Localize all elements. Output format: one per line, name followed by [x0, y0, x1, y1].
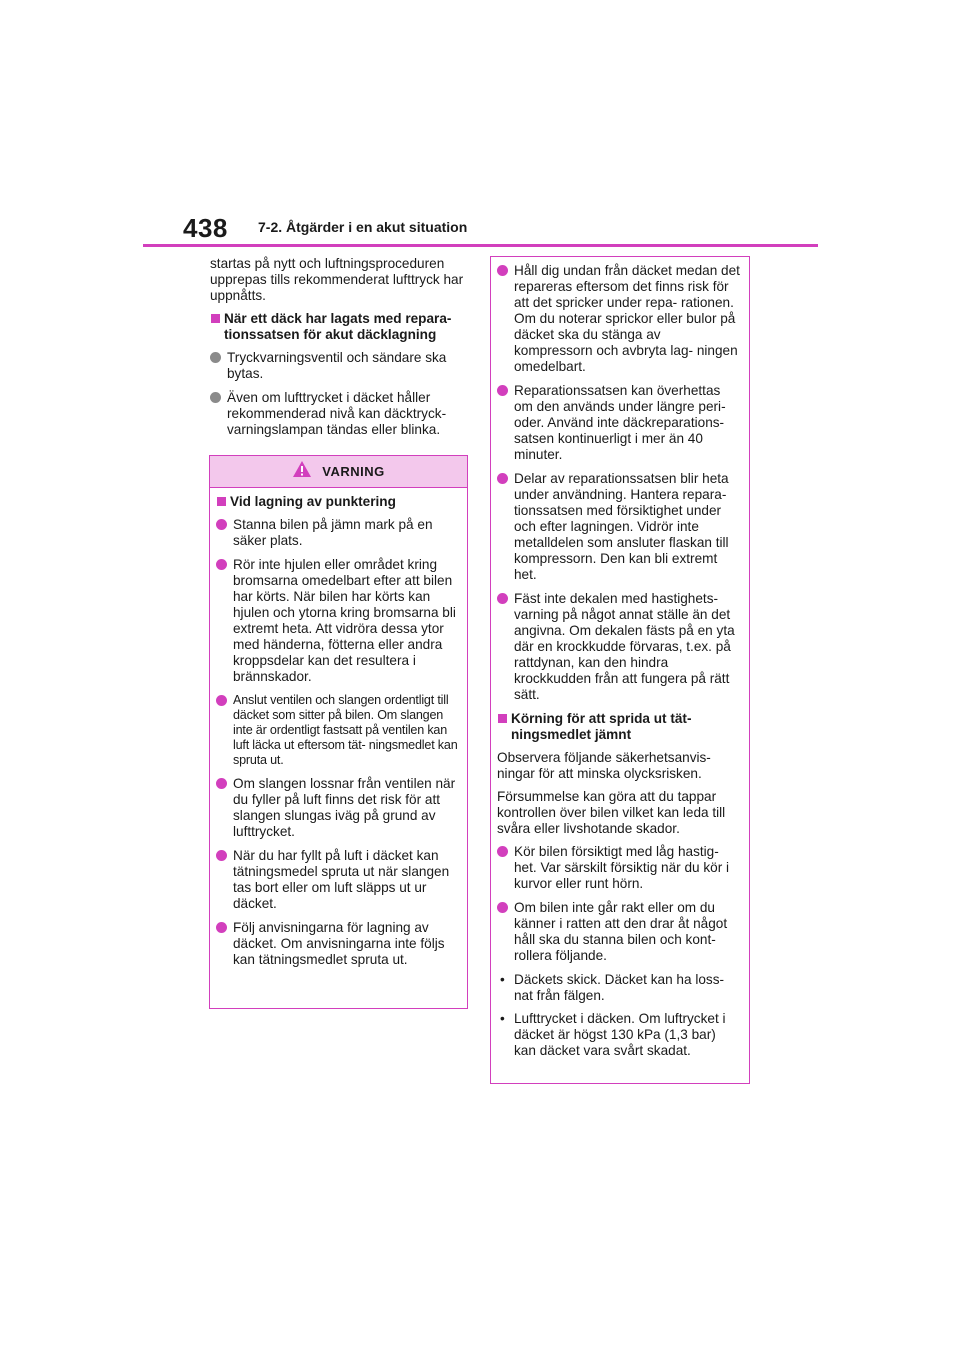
- bullet-icon: [216, 559, 227, 570]
- list-item: [497, 471, 741, 583]
- list-item-text: Följ anvisningarna för lagning av däcket. Om anvisningarna inte följs kan tätningsmedlet spruta ut.: [233, 920, 445, 967]
- list-item: [497, 591, 741, 703]
- list-item: [216, 557, 461, 685]
- warning-header: [210, 456, 467, 488]
- driving-heading: Körning för att sprida ut tät- ningsmedlet jämnt: [497, 711, 741, 743]
- bullet-icon: [497, 846, 508, 857]
- sub-list-item-text: Lufttrycket i däcken. Om luftrycket i däcket är högst 130 kPa (1,3 bar) kan däcket vara svårt skadat.: [514, 1011, 726, 1058]
- section-heading: När ett däck har lagats med repara- tionssatsen för akut däcklagning: [210, 311, 468, 343]
- list-item: [210, 390, 468, 438]
- list-item: [210, 350, 468, 382]
- warning-triangle-icon: [292, 460, 312, 483]
- list-item-text: Reparationssatsen kan överhettas om den används under längre peri- oder. Använd inte däckreparations- satsen kontinuerligt i mer än 40 minuter.: [514, 383, 726, 462]
- sub-list-item: [497, 972, 741, 1004]
- bullet-icon: [216, 519, 227, 530]
- dot-marker-icon: •: [500, 972, 505, 987]
- dot-marker-icon: •: [500, 1011, 505, 1026]
- list-item-text: När du har fyllt på luft i däcket kan tätningsmedel spruta ut när slangen tas bort eller om luft släpps ut ur däcket.: [233, 848, 450, 911]
- warning-title: VARNING: [322, 464, 385, 479]
- left-column: [210, 256, 468, 446]
- sub-list-item: [497, 1011, 741, 1059]
- bullet-icon: [210, 352, 221, 363]
- list-item-text: Håll dig undan från däcket medan det repareras eftersom det finns risk för att det spricker under repa- rationen. Om du noterar sprickor eller bulor på däcket ska du stänga av kompressorn och avbryta lag- ningen omedelbart.: [514, 263, 740, 374]
- warning-box: [209, 455, 468, 1009]
- list-item: [497, 383, 741, 463]
- warning-continuation-box: [490, 256, 750, 1084]
- list-item: [216, 693, 461, 768]
- list-item-text: Delar av reparationssatsen blir heta under användning. Hantera repara- tionssatsen med försiktighet under och efter lagningen. Vidrör inte metalldelen som ansluter flaskan till kompressorn. Den kan bli extremt het.: [514, 471, 729, 582]
- intro-paragraph: startas på nytt och luftningsproceduren upprepas tills rekommenderat lufttryck har uppnåtts.: [210, 256, 464, 303]
- list-item: [497, 900, 741, 964]
- list-item-text: Om slangen lossnar från ventilen när du fyller på luft finns det risk för att slangen slungas iväg på grund av lufttrycket.: [233, 776, 456, 839]
- list-item: [216, 848, 461, 912]
- list-item-text: Anslut ventilen och slangen ordentligt till däcket som sitter på bilen. Om slangen inte är ordentligt fastsatt på ventilen kan luft läcka ut eftersom tät- ningsmedlet kan spruta ut.: [233, 693, 458, 767]
- bullet-icon: [497, 265, 508, 276]
- bullet-icon: [497, 593, 508, 604]
- bullet-icon: [216, 850, 227, 861]
- bullet-icon: [497, 385, 508, 396]
- header-divider: [143, 244, 818, 247]
- section-title: 7-2. Åtgärder i en akut situation: [258, 219, 468, 235]
- list-item-text: Tryckvarningsventil och sändare ska bytas.: [227, 350, 447, 381]
- list-item: [216, 920, 461, 968]
- page-number: 438: [183, 213, 228, 243]
- list-item: [497, 844, 741, 892]
- list-item-text: Stanna bilen på jämn mark på en säker plats.: [233, 517, 433, 548]
- list-item-text: Om bilen inte går rakt eller om du känner i ratten att den drar åt något håll ska du stanna bilen och kont- rollera följande.: [514, 900, 728, 963]
- warning-heading: Vid lagning av punktering: [216, 494, 461, 510]
- list-item-text: Fäst inte dekalen med hastighets- varning på något annat ställe än det angivna. Om dekalen fästs på en yta där en krockkudde förvaras, t.ex. på rattdynan, kan den hindra krockkudden från att fungera på rätt sätt.: [514, 591, 735, 702]
- paragraph: Försummelse kan göra att du tappar kontrollen över bilen vilket kan leda till svåra eller livshotande skador.: [497, 789, 726, 836]
- bullet-icon: [497, 473, 508, 484]
- list-item-text: Rör inte hjulen eller området kring bromsarna omedelbart efter att bilen har körts. När bilen har körts kan hjulen och ytorna kring bromsarna bli extremt heta. Att vidröra dessa ytor med händerna, fötterna eller andra kroppsdelar kan det resultera i brännskador.: [233, 557, 456, 684]
- list-item: [216, 776, 461, 840]
- sub-list-item-text: Däckets skick. Däcket kan ha loss- nat från fälgen.: [514, 972, 725, 1003]
- list-item: [216, 517, 461, 549]
- bullet-icon: [216, 922, 227, 933]
- bullet-icon: [497, 902, 508, 913]
- list-item: [497, 263, 741, 375]
- paragraph: Observera följande säkerhetsanvis- ningar för att minska olycksrisken.: [497, 750, 711, 781]
- list-item-text: Även om lufttrycket i däcket håller rekommenderad nivå kan däcktryck- varningslampan tändas eller blinka.: [227, 390, 447, 437]
- warning-body: [210, 488, 467, 968]
- bullet-icon: [216, 695, 227, 706]
- bullet-icon: [216, 778, 227, 789]
- bullet-icon: [210, 392, 221, 403]
- list-item-text: Kör bilen försiktigt med låg hastig- het. Var särskilt försiktig när du kör i kurvor eller runt hörn.: [514, 844, 730, 891]
